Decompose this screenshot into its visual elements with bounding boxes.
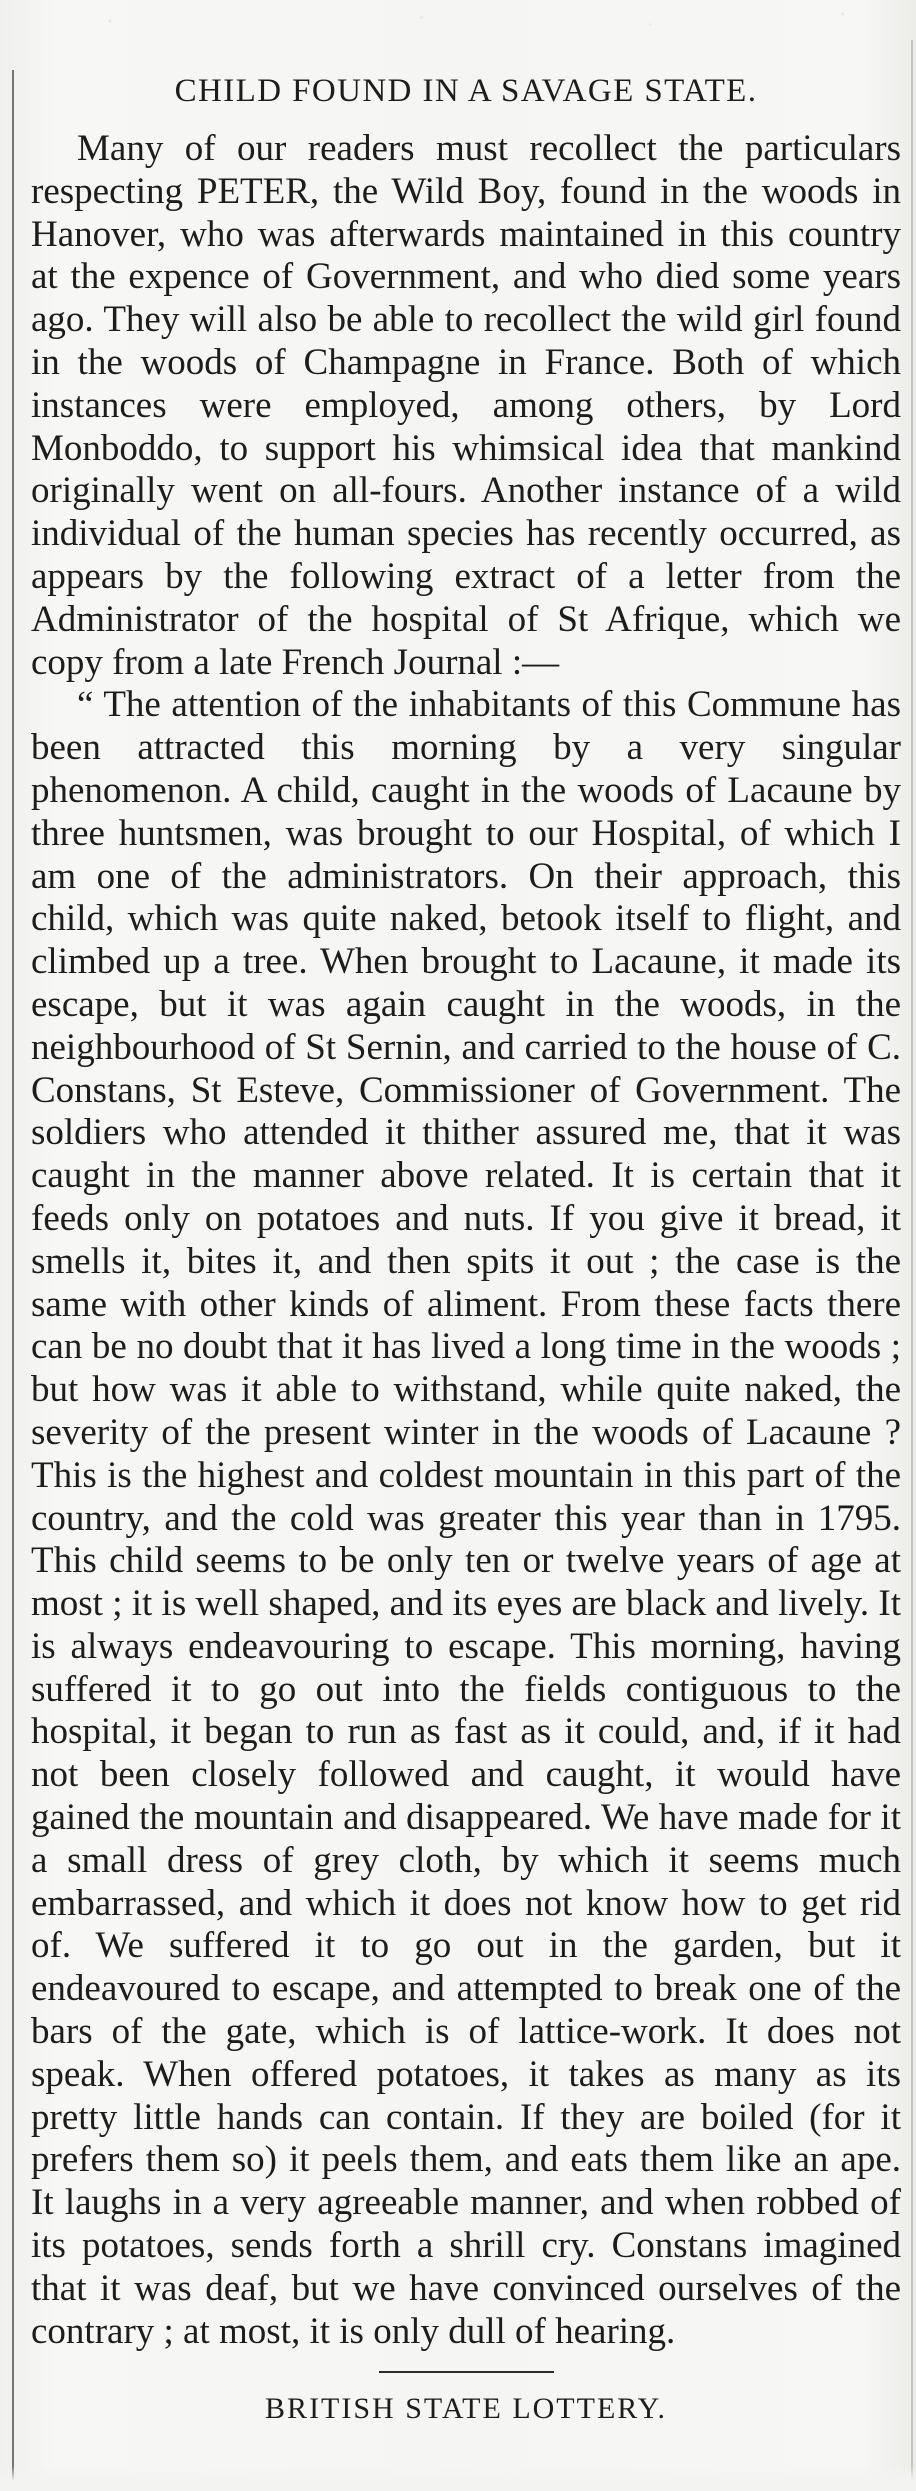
article-paragraph-1: Many of our readers must recollect the particulars respecting PETER, the Wild Boy, found in the woods in Hanover, who was afterwards maintained in this country at the expence of Government, and who died some years ago. They will also be able to recollect the wild girl found in the woods of Champagne in France. Both of which instances were employed, among others, by Lord Monboddo, to support his whimsical idea that mankind originally went on all-fours. Another instance of a wild individual of the human species has recently occurred, as appears by the following extract of a letter from the Administrator of the hospital of St Afrique, which we copy from a late French Journal :— — [31, 128, 901, 683]
article-title: CHILD FOUND IN A SAVAGE STATE. — [174, 73, 758, 109]
article — [31, 72, 901, 2427]
article-paragraph-2: “ The attention of the inhabitants of this Commune has been attracted this morning by a very singular phenomenon. A child, caught in the woods of Lacaune by three huntsmen, was brought to our Hospital, of which I am one of the administrators. On their approach, this child, which was quite naked, betook itself to flight, and climbed up a tree. When brought to Lacaune, it made its escape, but it was again caught in the woods, in the neighbourhood of St Sernin, and carried to the house of C. Constans, St Esteve, Commissioner of Government. The soldiers who attended it thither assured me, that it was caught in the manner above related. It is certain that it feeds only on potatoes and nuts. If you give it bread, it smells it, bites it, and then spits it out ; the case is the same with other kinds of aliment. From these facts there can be no doubt that it has lived a long time in the woods ; but how was it able to withstand, while quite naked, the severity of the present winter in the woods of Lacaune ? This is the highest and coldest mountain in this part of the country, and the cold was greater this year than in 1795. This child seems to be only ten or twelve years of age at most ; it is well shaped, and its eyes are black and lively. It is always endeavouring to escape. This morning, having suffered it to go out into the fields contiguous to the hospital, it began to run as fast as it could, and, if it had not been closely followed and caught, it would have gained the mountain and disappeared. We have made for it a small dress of grey cloth, by which it seems much embarrassed, and which it does not know how to get rid of. We suffered it to go out in the garden, but it endeavoured to escape, and attempted to break one of the bars of the gate, which is of lattice-work. It does not speak. When offered potatoes, it takes as many as its pretty little hands can contain. If they are boiled (for it prefers them so) it peels them, and eats them like an ape. It laughs in a very agreeable manner, and when robbed of its potatoes, sends forth a shrill cry. Constans imagined that it was deaf, but we have convinced ourselves of the contrary ; at most, it is only dull of hearing. — [31, 684, 901, 2352]
print-noise — [0, 0, 916, 70]
right-edge-shadow — [911, 40, 913, 2490]
left-column-rule — [12, 70, 14, 2490]
section-divider — [379, 2371, 554, 2373]
next-section-title: BRITISH STATE LOTTERY. — [265, 2392, 667, 2426]
page-crop-edge — [0, 2466, 916, 2491]
